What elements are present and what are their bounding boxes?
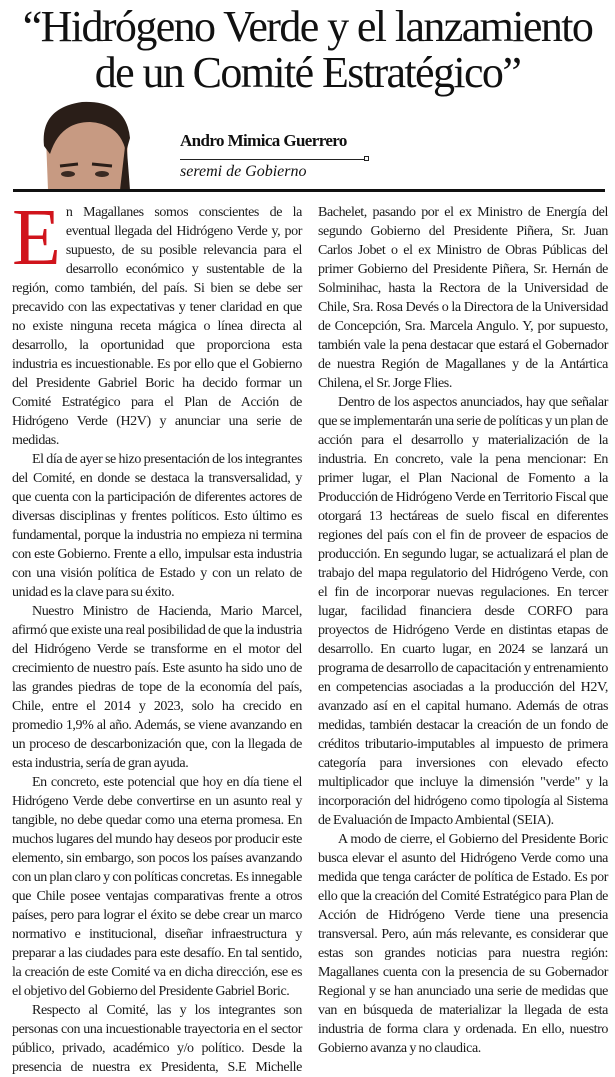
article-title: [0, 4, 615, 96]
article-body: [12, 194, 608, 1077]
drop-cap: E: [12, 194, 61, 282]
byline: [180, 131, 347, 151]
paragraph-text: n Magallanes somos conscientes de la eventual llegada del Hidrógeno Verde y, por supuesto, de su posible relevancia para el desarrollo económico y sustentable de la región, como también, del país. Si bien se debe ser precavido con las expectativas y tener claridad en que no existe ninguna receta mágica o línea directa al desarrollo, la oportunidad que proporciona esta industria es incuestionable. Es por ello que el Gobierno del Presidente Gabriel Boric ha decido formar un Comité Estratégico para el Plan de Acción de Hidrógeno Verde (H2V) y anunciar una serie de medidas.: [12, 205, 302, 448]
title-line-2: de un Comité Estratégico”: [94, 48, 521, 97]
paragraph: En concreto, este potencial que hoy en día tiene el Hidrógeno Verde debe convertirse en un asunto real y tangible, no debe quedar como una eterna promesa. En muchos lugares del mundo hay deseos por producir este elemento, sin embargo, son pocos los países avanzando con un plan claro y con políticas concretas. Es innegable que Chile posee ventajas comparativas frente a otros países, pero para lograr el éxito se debe crear un marco normativo e institucional, diseñar infraestructura y preparar a las ciudades para este desafío. En tal sentido, la creación de este Comité va en dicha dirección, ese es el objetivo del Gobierno del Presidente Gabriel Boric.: [12, 775, 302, 999]
paragraph: El día de ayer se hizo presentación de los integrantes del Comité, en donde se destaca la transversalidad, y que cuenta con la participación de diferentes actores de diversas disciplinas y frentes políticos. Esto último es fundamental, porque la industria no empieza ni termina con este Gobierno. Frente a ello, impulsar esta industria con una visión política de Estado y con un relato de unidad es la clave para su éxito.: [12, 452, 302, 600]
paragraph: Respecto al Comité, las y los integrantes son personas con una incuestionable trayectoria en el sector público, privado, académico y/o político. Desde la presencia de nuestra ex Presidenta, S.E Michelle Bachelet, pasando por el ex Ministro de Energía del segundo Gobierno del Presidente Piñera, Sr. Juan Carlos Jobet o el ex Ministro de Obras Públicas del primer Gobierno del Presidente Piñera, Sr. Hernán de Solminihac, hasta la Rectora de la Universidad de Chile, Sra. Rosa Devés o la Directora de la Universidad de Concepción, Sra. Marcela Angulo. Y, por supuesto, también vale la pena destacar que estará el Gobernador de nuestra Región de Magallanes y de la Antártica Chilena, el Sr. Jorge Flies.: [12, 205, 608, 1075]
author-name: Andro Mimica Guerrero: [180, 131, 347, 150]
paragraph: Nuestro Ministro de Hacienda, Mario Marcel, afirmó que existe una real posibilidad de que la industria del Hidrógeno Verde se transforme en el motor del crecimiento de nuestro país. Este asunto ha sido uno de las grandes piedras de tope de la economía del país, Chile, entre el 2014 y 2023, solo ha crecido en promedio 1,9% al año. Además, se viene avanzando en un proceso de descarbonización que, con la llegada de esta industria, sería de gran ayuda.: [12, 604, 302, 771]
title-line-1: “Hidrógeno Verde y el lanzamiento: [22, 2, 593, 51]
paragraph: Dentro de los aspectos anunciados, hay que señalar que se implementarán una serie de políticas y un plan de acción para el desarrollo y materialización de la industria. En concreto, vale la pena mencionar: En primer lugar, el Plan Nacional de Fomento a la Producción de Hidrógeno Verde en Territorio Fiscal que otorgará 13 hectáreas de suelo fiscal en diferentes regiones del país con el fin de proveer de espacios de producción. En segundo lugar, se actualizará el plan de trabajo del mapa regulatorio del Hidrógeno Verde, con el fin de incorporar nuevas regulaciones. En tercer lugar, facilidad financiera desde CORFO para proyectos de Hidrógeno Verde en distintas etapas de desarrollo. En cuarto lugar, en 2024 se lanzará un programa de desarrollo de capacitación y entrenamiento en competencias asociadas a la producción del H2V, avanzado así en el capital humano. Además de otras medidas, también destacar la creación de un fondo de créditos tributario-imputables al impuesto de primera categoría para inversiones con elevado efecto multiplicador que incluye la dimensión "verde" y la incorporación del hidrógeno como tipología al Sistema de Evaluación de Impacto Ambiental (SEIA).: [318, 395, 608, 828]
author-photo: [30, 98, 142, 190]
paragraph: A modo de cierre, el Gobierno del Presidente Boric busca elevar el asunto del Hidrógeno Verde como una medida que tenga carácter de política de Estado. Es por ello que la creación del Comité Estratégico para Plan de Acción de Hidrógeno Verde tiene una presencia transversal. Pero, aún más relevante, es considerar que estas son grandes noticias para nuestra región: Magallanes cuenta con la presencia de su Gobernador Regional y se han anunciado una serie de medidas que van en búsqueda de materializar la llegada de esta industria de forma clara y ordenada. En ello, nuestro Gobierno avanza y no claudica.: [318, 832, 608, 1056]
byline-divider: [180, 159, 366, 160]
divider-end-marker: [364, 156, 369, 161]
author-role: seremi de Gobierno: [180, 163, 307, 180]
paragraph: [12, 194, 302, 450]
header-rule: [13, 189, 605, 192]
